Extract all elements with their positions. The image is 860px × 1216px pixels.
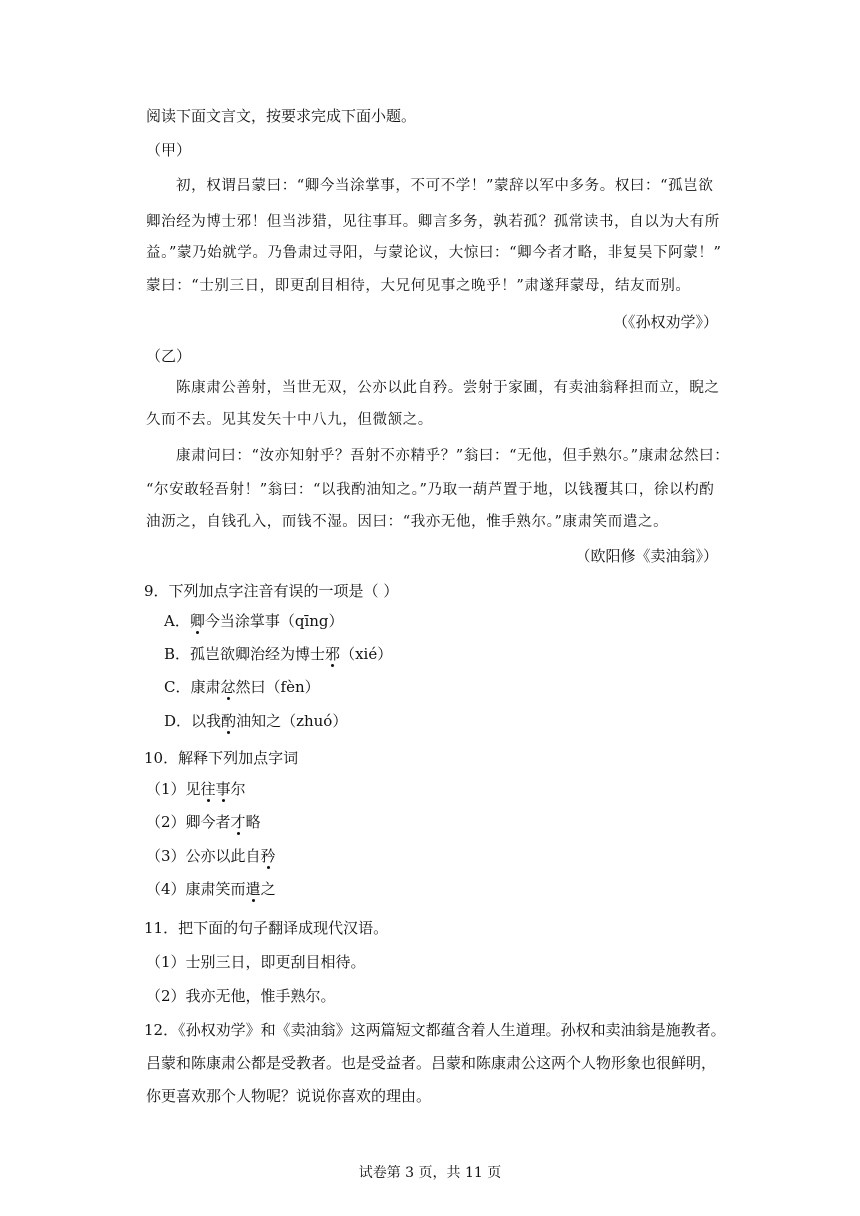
question-9-stem: 9．下列加点字注音有误的一项是（ ） [144,582,399,600]
option-prefix: A． [164,612,190,630]
passage-a-line: 卿治经为博士邪！但当涉猎，见往事耳。卿言多务，孰若孤？孤常读书，自以为大有所 [146,214,720,230]
option-text: 以我 [191,712,222,730]
question-10-item-1 [146,779,246,799]
option-prefix: C． [164,678,191,696]
item-text: 略 [245,813,261,831]
page-footer: 试卷第 3 页，共 11 页 [358,1165,502,1181]
item-text: （4）康肃笑而 [146,880,246,898]
option-prefix: D． [164,712,192,730]
passage-b-line: 陈康肃公善射，当世无双，公亦以此自矜。尝射于家圃，有卖油翁释担而立，睨之 [176,380,720,396]
dotted-char: 酌 [221,712,237,730]
question-10-item-4 [146,879,276,899]
dotted-char: 遣 [245,880,261,898]
option-text: 油知之（zhuó） [236,712,348,730]
question-12-line: 吕蒙和陈康肃公都是受教者。也是受益者。吕蒙和陈康肃公这两个人物形象也很鲜明， [146,1054,717,1072]
dotted-char: 卿 [189,612,205,630]
dotted-char: 才 [230,813,246,831]
passage-a-line: 蒙曰：“士别三日，即更刮目相待，大兄何见事之晚乎！”肃遂拜蒙母，结友而别。 [146,278,691,294]
instruction: 阅读下面文言文，按要求完成下面小题。 [146,107,417,125]
question-10-item-3 [146,846,276,866]
question-12-line: 你更喜欢那个人物呢？说说你喜欢的理由。 [146,1087,432,1105]
passage-b-source: （欧阳修《卖油翁》） [575,547,718,565]
passage-a-line: 初，权谓吕蒙曰：“卿今当涂掌事，不可不学！”蒙辞以军中多务。权曰：“孤岂欲 [176,178,714,194]
question-10-stem: 10．解释下列加点字词 [144,749,299,767]
question-10-item-2 [146,812,261,832]
passage-b-line: 油沥之，自钱孔入，而钱不湿。因曰：“我亦无他，惟手熟尔。”康肃笑而遣之。 [146,514,669,530]
question-9-option-b[interactable] [164,644,392,664]
option-prefix: B． [164,645,191,663]
option-text: （xié） [340,645,393,663]
passage-b-line: “尔安敢轻吾射！”翁曰：“以我酌油知之。”乃取一葫芦置于地，以钱覆其口，徐以杓酌 [146,482,715,498]
option-text: 今当涂掌事（qīng） [204,612,344,630]
dotted-char: 事 [215,780,231,798]
passage-a-label: （甲） [146,141,192,159]
question-11-stem: 11．把下面的句子翻译成现代汉语。 [144,919,389,937]
passage-b-line: 康肃问曰：“汝亦知射乎？吾射不亦精乎？”翁曰：“无他，但手熟尔。”康肃忿然曰： [176,448,730,464]
question-9-option-a[interactable] [164,611,344,631]
passage-b-label: （乙） [146,347,192,365]
passage-b-line: 久而不去。见其发矢十中八九，但微颔之。 [146,412,433,428]
item-text: （2）卿今者 [146,813,231,831]
item-text: （3）公亦以此自 [146,847,261,865]
dotted-char: 往 [200,780,216,798]
item-text: （1）见 [146,780,201,798]
item-text: 尔 [230,780,246,798]
question-11-item: （2）我亦无他，惟手熟尔。 [146,987,336,1005]
dotted-char: 矜 [260,847,276,865]
dotted-char: 邪 [325,645,341,663]
question-9-option-c[interactable] [164,677,320,697]
option-text: 康肃 [190,678,221,696]
passage-a-source: （《孙权劝学》） [612,313,718,331]
option-text: 然曰（fèn） [235,678,320,696]
dotted-char: 忿 [220,678,236,696]
question-11-item: （1）士别三日，即更刮目相待。 [146,953,366,971]
question-9-option-d[interactable] [164,711,347,731]
question-12-line: 12．《孙权劝学》和《卖油翁》这两篇短文都蕴含着人生道理。孙权和卖油翁是施教者。 [144,1021,726,1039]
passage-a-line: 益。”蒙乃始就学。乃鲁肃过寻阳，与蒙论议，大惊曰：“卿今者才略，非复吴下阿蒙！” [146,245,722,261]
item-text: 之 [260,880,276,898]
option-text: 孤岂欲卿治经为博士 [190,645,326,663]
